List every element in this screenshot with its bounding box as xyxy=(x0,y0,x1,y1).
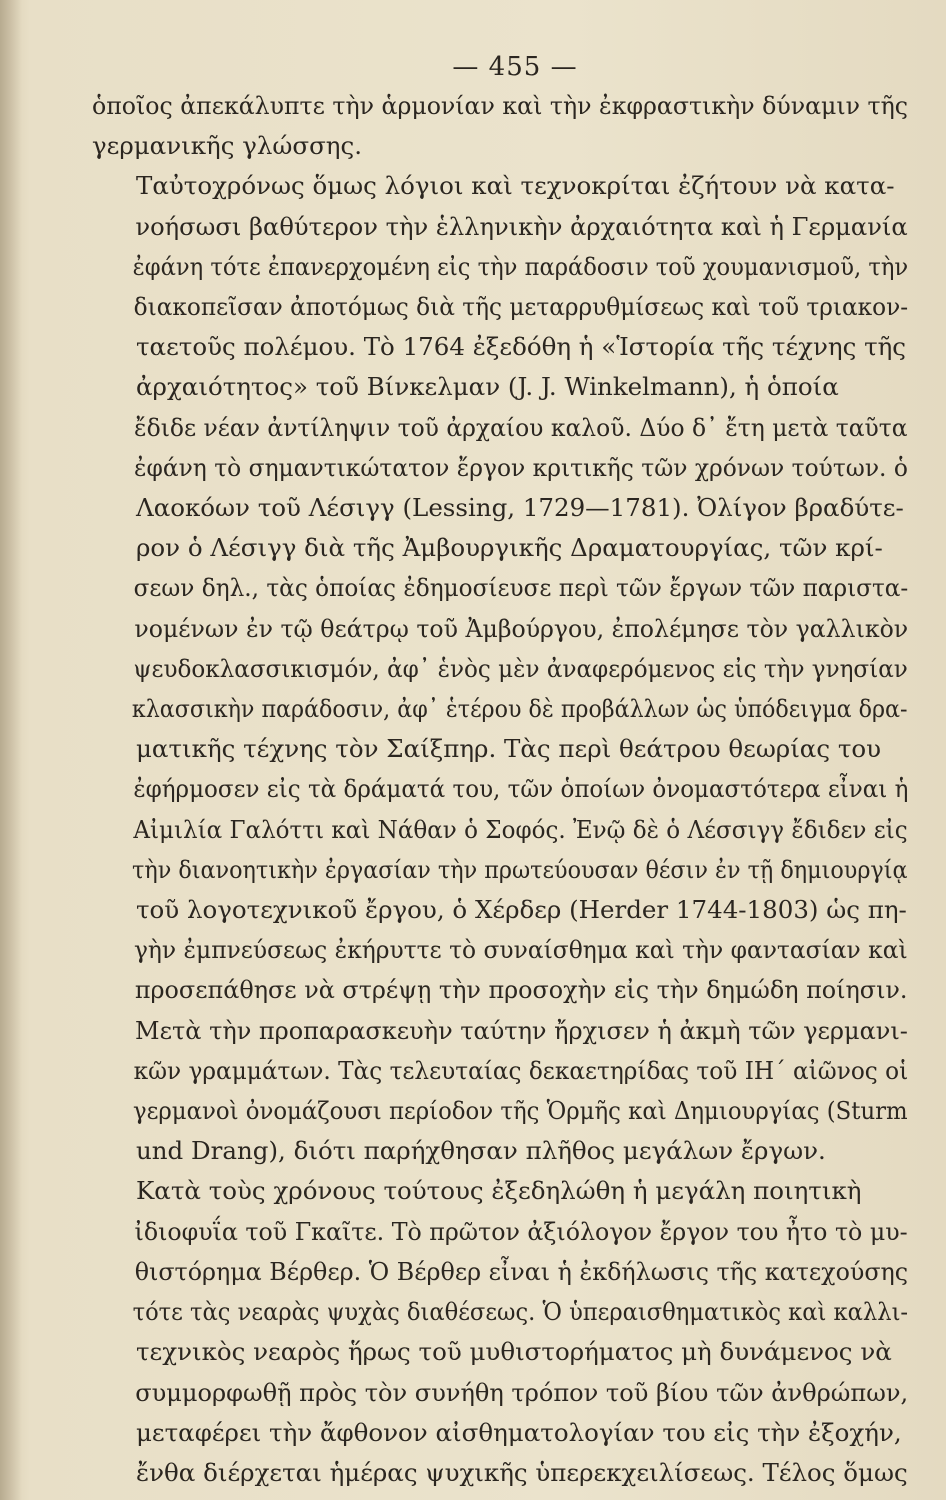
text-line: διακοπεῖσαν ἀποτόμως διὰ τῆς μεταρρυθμίσεως καὶ τοῦ τριακον- xyxy=(133,292,909,322)
paragraph xyxy=(92,1011,908,1172)
text-line: κλασσικὴν παράδοσιν, ἀφ᾽ ἑτέρου δὲ προβάλλων ὡς ὑπόδειγμα δρα- xyxy=(131,694,908,724)
text-line: ὁποῖος ἀπεκάλυπτε τὴν ἁρμονίαν καὶ τὴν ἐκφραστικὴν δύναμιν τῆς xyxy=(92,91,909,120)
text-line: τότε τὰς νεαρὰς ψυχὰς διαθέσεως. Ὁ ὑπεραισθηματικὸς καὶ καλλι- xyxy=(132,1297,909,1327)
text-line: Λαοκόων τοῦ Λέσιγγ (Lessing, 1729—1781). Ὀλίγον βραδύτε- xyxy=(136,493,904,523)
text-line: γερμανοὶ ὀνομάζουσι περίοδον τῆς Ὁρμῆς καὶ Δημιουργίας (Sturm xyxy=(132,1096,908,1126)
paragraph xyxy=(92,166,908,1010)
text-line: νοήσωσι βαθύτερον τὴν ἑλληνικὴν ἀρχαιότητα καὶ ἡ Γερμανία xyxy=(135,211,908,241)
page-gutter-shadow xyxy=(0,0,22,1500)
text-line: ἔδιδε νέαν ἀντίληψιν τοῦ ἀρχαίου καλοῦ. Δύο δ᾽ ἔτη μετὰ ταῦτα xyxy=(134,412,908,442)
text-line: θιστόρημα Βέρθερ. Ὁ Βέρθερ εἶναι ἡ ἐκδήλωσις τῆς κατεχούσης xyxy=(134,1256,909,1286)
text-line: νομένων ἐν τῷ θεάτρῳ τοῦ Ἀμβούργου, ἐπολέμησε τὸν γαλλικὸν xyxy=(134,613,909,643)
text-line: Ταὐτοχρόνως ὅμως λόγιοι καὶ τεχνοκρίται ἐζήτουν νὰ κατα- xyxy=(136,171,895,201)
paragraph xyxy=(92,1171,908,1493)
text-line: ταετοῦς πολέμου. Τὸ 1764 ἐξεδόθη ἡ «Ἱστορία τῆς τέχνης τῆς xyxy=(136,332,907,362)
text-line: μεταφέρει τὴν ἄφθονον αἰσθηματολογίαν του εἰς τὴν ἐξοχήν, xyxy=(136,1417,902,1447)
text-line: συμμορφωθῇ πρὸς τὸν συνήθη τρόπον τοῦ βίου τῶν ἀνθρώπων, xyxy=(135,1377,909,1407)
text-line: ἀρχαιότητος» τοῦ Βίνκελμαν (J. J. Winkelmann), ἡ ὁποία xyxy=(136,372,839,402)
text-line: ἔνθα διέρχεται ἡμέρας ψυχικῆς ὑπερεκχειλίσεως. Τέλος ὅμως xyxy=(136,1457,908,1487)
paragraph xyxy=(92,86,908,166)
page-number: — 455 — xyxy=(452,52,578,82)
text-line: ἐφήρμοσεν εἰς τὰ δράματά του, τῶν ὁποίων ὀνομαστότερα εἶναι ἡ xyxy=(133,774,909,804)
text-line: γὴν ἐμπνεύσεως ἐκήρυττε τὸ συναίσθημα καὶ τὴν φαντασίαν καὶ xyxy=(133,935,908,965)
text-line: ἐφάνη τότε ἐπανερχομένη εἰς τὴν παράδοσιν τοῦ χουμανισμοῦ, τὴν xyxy=(132,251,909,281)
text-line: und Drang), διότι παρήχθησαν πλῆθος μεγάλων ἔργων. xyxy=(136,1136,826,1166)
text-line: προσεπάθησε νὰ στρέψῃ τὴν προσοχὴν εἰς τὴν δημώδη ποίησιν. xyxy=(134,975,908,1005)
text-line: ἐφάνη τὸ σημαντικώτατον ἔργον κριτικῆς τῶν χρόνων τούτων. ὁ xyxy=(133,452,908,482)
text-line: ρον ὁ Λέσιγγ διὰ τῆς Ἀμβουργικῆς Δραματουργίας, τῶν κρί- xyxy=(136,533,883,563)
text-line: Αἰμιλία Γαλόττι καὶ Νάθαν ὁ Σοφός. Ἐνῷ δὲ ὁ Λέσσιγγ ἔδιδεν εἰς xyxy=(133,814,908,844)
text-line: ματικῆς τέχνης τὸν Σαίξπηρ. Τὰς περὶ θεάτρου θεωρίας του xyxy=(136,734,882,764)
text-line: σεων δηλ., τὰς ὁποίας ἐδημοσίευσε περὶ τῶν ἔργων τῶν παριστα- xyxy=(133,573,909,603)
text-line: γερμανικῆς γλώσσης. xyxy=(92,131,362,161)
text-line: ψευδοκλασσικισμόν, ἀφ᾽ ἑνὸς μὲν ἀναφερόμενος εἰς τὴν γνησίαν xyxy=(133,653,908,683)
text-line: τεχνικὸς νεαρὸς ἥρως τοῦ μυθιστορήματος μὴ δυνάμενος νὰ xyxy=(136,1337,892,1367)
text-line: ἰδιοφυΐα τοῦ Γκαῖτε. Τὸ πρῶτον ἀξιόλογον ἔργον του ἦτο τὸ μυ- xyxy=(134,1216,908,1246)
text-line: Μετὰ τὴν προπαρασκευὴν ταύτην ἤρχισεν ἡ ἀκμὴ τῶν γερμανι- xyxy=(135,1015,908,1045)
text-body xyxy=(92,86,908,1493)
text-line: τοῦ λογοτεχνικοῦ ἔργου, ὁ Χέρδερ (Herder 1744-1803) ὡς πη- xyxy=(136,895,907,925)
text-line: Κατὰ τοὺς χρόνους τούτους ἐξεδηλώθη ἡ μεγάλη ποιητικὴ xyxy=(136,1176,862,1206)
text-line: τὴν διανοητικὴν ἐργασίαν τὴν πρωτεύουσαν θέσιν ἐν τῇ δημιουργίᾳ xyxy=(132,854,908,884)
text-line: κῶν γραμμάτων. Τὰς τελευταίας δεκαετηρίδας τοῦ ΙΗ΄ αἰῶνος οἱ xyxy=(133,1055,909,1085)
